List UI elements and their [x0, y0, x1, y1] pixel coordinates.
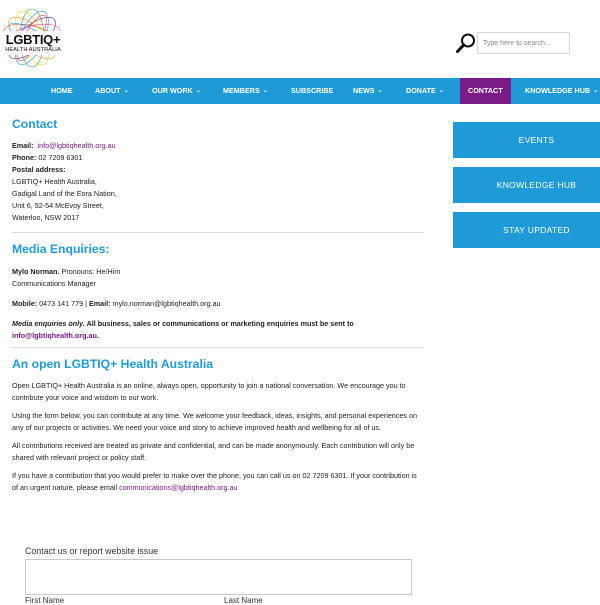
contact-form-title: Contact us or report website issue: [25, 546, 158, 556]
logo-subtitle: HEALTH AUSTRALIA: [5, 47, 61, 53]
media-note-end: .: [96, 331, 99, 340]
media-note-email-link[interactable]: info@lgbtiqhealth.org.au: [12, 331, 97, 340]
search-icon[interactable]: [455, 32, 477, 54]
media-mobile: 0473 141 779 |: [39, 299, 87, 308]
chevron-down-icon: ⌄: [195, 88, 201, 94]
address-line: Gadigal Land of the Eora Nation,: [12, 189, 117, 198]
site-header: [0, 0, 600, 78]
media-contact: [12, 266, 424, 290]
contact-email-link[interactable]: info@lgbtiqhealth.org.au: [37, 141, 116, 150]
site-logo[interactable]: [1, 7, 63, 69]
address-line: LGBTIQ+ Health Australia,: [12, 177, 97, 186]
nav-item-label: DONATE: [406, 86, 436, 95]
media-contact-role: Communications Manager: [12, 279, 96, 288]
sidebar-button-knowledge-hub[interactable]: [453, 167, 600, 203]
open-paragraph: Open LGBTIQ+ Health Australia is an online, always open, opportunity to join a national conversation. We encourage you to contribute your voice and wisdom to our work.: [12, 381, 406, 402]
media-phone-email: [12, 298, 424, 310]
sidebar-button-events[interactable]: [453, 122, 600, 158]
nav-item-news[interactable]: [353, 78, 383, 104]
chevron-down-icon: ⌄: [438, 88, 444, 94]
nav-item-label: MEMBERS: [223, 86, 260, 95]
media-note: [12, 318, 424, 342]
nav-item-label: SUBSCRIBE: [291, 86, 334, 95]
contact-heading: Contact: [12, 117, 58, 131]
nav-item-contact[interactable]: [460, 78, 511, 104]
open-paragraph: All contributions received are treated as private and confidential, and can be made anonymously. Each contribution will only be shared with relevant project or policy staff.: [12, 441, 415, 462]
sidebar-button-label: STAY UPDATED: [503, 225, 570, 235]
nav-item-label: ABOUT: [95, 86, 121, 95]
postal-label: Postal address:: [12, 165, 66, 174]
open-heading: An open LGBTIQ+ Health Australia: [12, 357, 214, 371]
nav-item-label: OUR WORK: [152, 86, 193, 95]
open-paragraph: Using the form below, you can contribute at any time. We welcome your feedback, ideas, insights, and personal experiences on any of our projects or activities. We need your voice and story to achieve improved health and wellbeing for all of us.: [12, 411, 417, 432]
open-paragraph-text: If you have a contribution that you would prefer to make over the phone, you can call us on 02 7209 6301. If your contribution is of an urgent nature, please email: [12, 471, 417, 492]
nav-item-members[interactable]: [223, 78, 268, 104]
chevron-down-icon: ⌄: [377, 88, 383, 94]
nav-item-knowledge-hub[interactable]: [525, 78, 598, 104]
nav-item-label: NEWS: [353, 86, 375, 95]
contact-details: [12, 140, 424, 224]
sidebar-button-stay-updated[interactable]: [453, 212, 600, 248]
logo-title: LGBTIQ+: [5, 32, 61, 47]
nav-item-home[interactable]: [51, 78, 73, 104]
phone-label: Phone:: [12, 153, 37, 162]
media-note-text: All business, sales or communications or marketing enquiries must be sent to: [86, 319, 354, 328]
chevron-down-icon: ⌄: [262, 88, 268, 94]
media-contact-pronouns: Pronouns: He/Him: [61, 267, 121, 276]
nav-item-subscribe[interactable]: [291, 78, 333, 104]
first-name-label: First Name: [25, 596, 65, 605]
address-line: Waterloo, NSW 2017: [12, 213, 80, 222]
nav-item-label: CONTACT: [468, 86, 503, 95]
media-heading: Media Enquiries:: [12, 242, 110, 256]
divider: [12, 347, 424, 348]
chevron-down-icon: ⌄: [593, 88, 599, 94]
chevron-down-icon: ⌄: [123, 88, 129, 94]
communications-email-link[interactable]: communications@lgbtiqhealth.org.au: [119, 482, 238, 492]
nav-item-about[interactable]: [95, 78, 129, 104]
nav-item-our-work[interactable]: [152, 78, 201, 104]
media-contact-name: Mylo Norman.: [12, 267, 60, 276]
nav-item-label: HOME: [51, 86, 73, 95]
main-content: [12, 110, 424, 493]
email-label: Email:: [12, 141, 34, 150]
sidebar-button-label: EVENTS: [518, 135, 555, 145]
sidebar-button-label: KNOWLEDGE HUB: [496, 180, 577, 190]
contact-message-textarea[interactable]: [25, 559, 412, 595]
contact-phone: 02 7209 6301: [38, 153, 83, 162]
nav-item-label: KNOWLEDGE HUB: [525, 86, 591, 95]
search-input[interactable]: [477, 32, 570, 54]
email-label: Email:: [89, 299, 111, 308]
divider: [12, 232, 424, 233]
media-email[interactable]: mylo.norman@lgbtiqhealth.org.au: [112, 299, 221, 308]
last-name-label: Last Name: [224, 596, 263, 605]
nav-item-donate[interactable]: [406, 78, 444, 104]
mobile-label: Mobile:: [12, 299, 38, 308]
address-line: Unit 6, 52-54 McEvoy Street,: [12, 201, 104, 210]
main-navigation: [0, 78, 600, 104]
media-note-italic: Media enquiries only.: [12, 319, 85, 328]
open-paragraph-contact: [12, 470, 424, 493]
